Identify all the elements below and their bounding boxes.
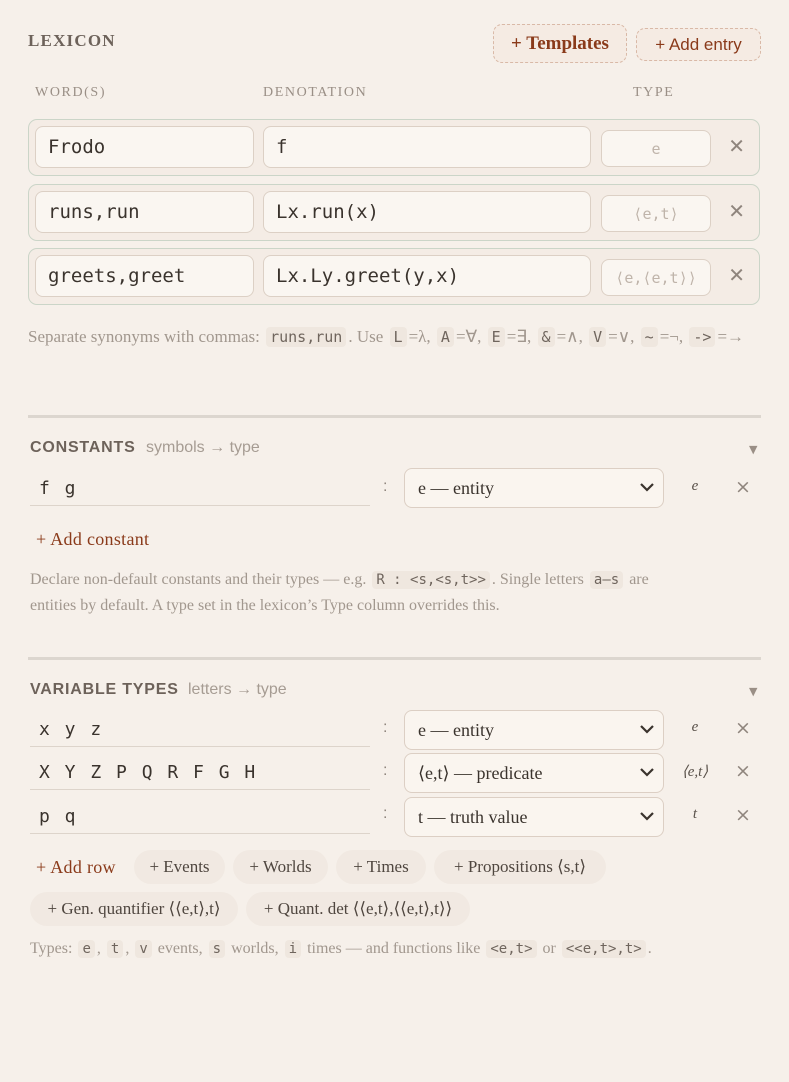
preset-propositions-button[interactable]: + Propositions ⟨s,t⟩: [434, 850, 606, 884]
variable-types-subtitle: letters → type: [188, 681, 287, 698]
select-value: e — entity: [418, 477, 494, 498]
type-input[interactable]: e: [601, 130, 711, 167]
variable-type-select[interactable]: [404, 797, 664, 837]
remove-entry-icon[interactable]: ✕: [728, 263, 745, 287]
templates-button[interactable]: + Templates: [493, 24, 627, 63]
chevron-down-icon: [639, 764, 655, 780]
remove-row-icon[interactable]: ×: [735, 804, 751, 826]
mapping-colon: :: [383, 478, 388, 495]
collapse-chevron-icon[interactable]: ▼: [749, 443, 758, 456]
variable-letters-input[interactable]: p q: [30, 800, 370, 834]
lexicon-entry-row: [28, 184, 760, 241]
mapping-colon: :: [383, 805, 388, 822]
preset-worlds-button[interactable]: + Worlds: [233, 850, 328, 884]
constants-title[interactable]: CONSTANTS: [30, 439, 136, 456]
remove-entry-icon[interactable]: ✕: [728, 199, 745, 223]
denotation-input[interactable]: Lx.Ly.greet(y,x): [263, 255, 591, 297]
type-display: e: [691, 478, 699, 494]
constants-subtitle: symbols → type: [146, 439, 260, 456]
variable-letters-input[interactable]: x y z: [30, 713, 370, 747]
denotation-input[interactable]: Lx.run(x): [263, 191, 591, 233]
column-header-type: TYPE: [633, 85, 675, 100]
type-input[interactable]: ⟨e,⟨e,t⟩⟩: [601, 259, 711, 296]
words-input[interactable]: greets,greet: [35, 255, 254, 297]
add-entry-button[interactable]: + Add entry: [636, 28, 761, 61]
remove-constant-icon[interactable]: ×: [735, 476, 751, 498]
type-input[interactable]: ⟨e,t⟩: [601, 195, 711, 232]
words-input[interactable]: runs,run: [35, 191, 254, 233]
mapping-colon: :: [383, 762, 388, 779]
column-header-denotation: DENOTATION: [263, 85, 368, 100]
preset-gen-quantifier-button[interactable]: + Gen. quantifier ⟨⟨e,t⟩,t⟩: [30, 892, 238, 926]
preset-times-button[interactable]: + Times: [336, 850, 426, 884]
select-value: ⟨e,t⟩ — predicate: [418, 762, 543, 783]
section-divider: [28, 415, 761, 418]
chevron-down-icon: [639, 808, 655, 824]
column-header-words: WORD(S): [35, 85, 107, 100]
variable-types-title[interactable]: VARIABLE TYPES: [30, 681, 179, 698]
preset-quant-det-button[interactable]: + Quant. det ⟨⟨e,t⟩,⟨⟨e,t⟩,t⟩⟩: [246, 892, 470, 926]
lexicon-entry-row: [28, 248, 760, 305]
chevron-down-icon: [639, 479, 655, 495]
add-constant-button[interactable]: + Add constant: [36, 529, 150, 549]
remove-entry-icon[interactable]: ✕: [728, 134, 745, 158]
chevron-down-icon: [639, 721, 655, 737]
words-input[interactable]: Frodo: [35, 126, 254, 168]
mapping-colon: :: [383, 719, 388, 736]
type-display: e: [691, 719, 699, 735]
variable-letters-input[interactable]: X Y Z P Q R F G H: [30, 756, 370, 790]
add-row-button[interactable]: + Add row: [36, 857, 116, 877]
constant-type-select[interactable]: [404, 468, 664, 508]
lexicon-help-text: Separate synonyms with commas: runs,run . Use L =λ, A =∀, E =∃, & =∧, V =∨, ~ =¬, -> =→: [28, 327, 745, 346]
lexicon-title: LEXICON: [28, 31, 116, 50]
remove-row-icon[interactable]: ×: [735, 717, 751, 739]
denotation-input[interactable]: f: [263, 126, 591, 168]
type-display: ⟨e,t⟩: [681, 764, 709, 780]
variable-type-select[interactable]: [404, 753, 664, 793]
variable-type-select[interactable]: [404, 710, 664, 750]
remove-row-icon[interactable]: ×: [735, 760, 751, 782]
variable-types-help-text: Types: e , t , v events, s worlds, i times — and functions like <e,t> or <<e,t>,t> .: [30, 940, 652, 957]
section-divider: [28, 657, 761, 660]
constants-help-text: Declare non-default constants and their types — e.g. R : <s,<s,t>> . Single letters a–s are entities by default. A type set in the lexicon’s Type column overrides this.: [30, 571, 649, 614]
select-value: t — truth value: [418, 806, 528, 827]
select-value: e — entity: [418, 719, 494, 740]
lexicon-entry-row: [28, 119, 760, 176]
preset-events-button[interactable]: + Events: [134, 850, 225, 884]
constant-symbols-input[interactable]: f g: [30, 472, 370, 506]
type-display: t: [692, 806, 698, 822]
collapse-chevron-icon[interactable]: ▼: [749, 685, 758, 698]
